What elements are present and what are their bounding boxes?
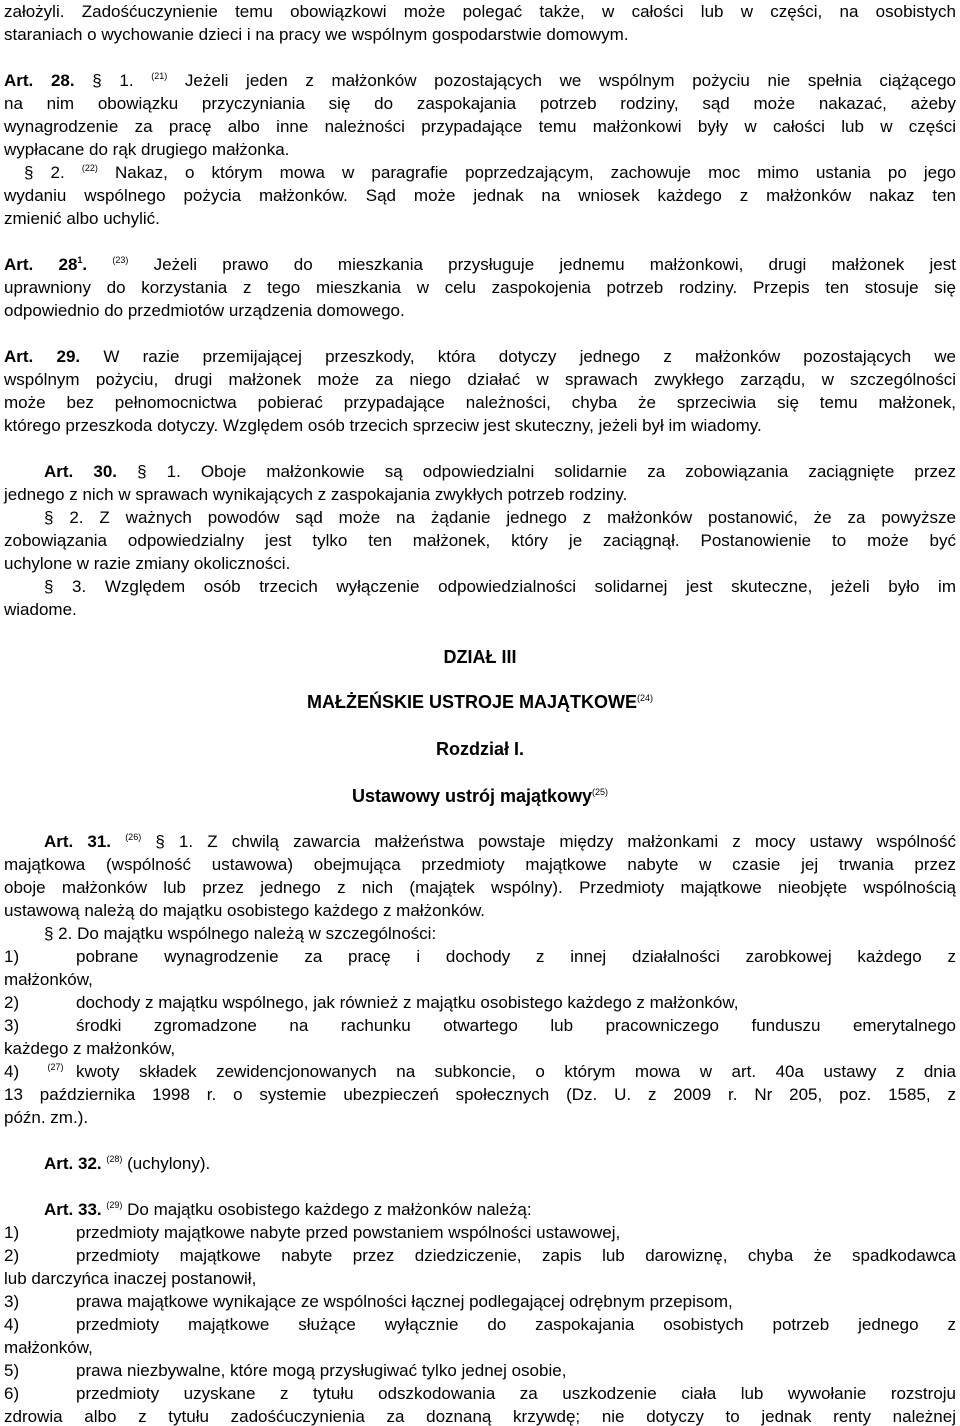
list-item: 4) $^{(27)}$ kwoty składek zewidencjonowanych na subkoncie, o którym mowa w art. 40a ustawy z dnia [4, 1062, 956, 1081]
text-line: wypłacane do rąk drugiego małżonka. [4, 140, 290, 159]
text-line [4, 1155, 956, 1172]
footnote-ref: (26) [125, 832, 142, 842]
text-span: Z chwilą zawarcia małżeństwa powstaje między małżonkami z mocy ustawy wspólność [207, 832, 957, 851]
list-item: 5) prawa niezbywalne, które mogą przysługiwać tylko jednej osobie, [4, 1361, 567, 1380]
text-line: założyli. Zadośćuczynienie temu obowiązkowi może polegać także, w całości lub w części, na osobistych [4, 2, 956, 21]
list-item: 3) środki zgromadzone na rachunku otwartego lub pracowniczego funduszu emerytalnego [4, 1016, 956, 1035]
text-line [4, 348, 956, 365]
text-line: małżonków, [4, 970, 93, 989]
text-line: zdrowia albo z tytułu zadośćuczynienia za doznaną krzywdę; nie dotyczy to jednak renty należnej [4, 1407, 956, 1426]
text-line: wydaniu wspólnego pożycia małżonków. Sąd może jednak na wniosek każdego z małżonków nakaz ten [4, 186, 956, 205]
paragraph-number: § 2. [44, 508, 84, 527]
article-number: Art. 32. [44, 1154, 102, 1173]
paragraph-number: § 2. [44, 924, 73, 943]
list-item: 2) przedmioty majątkowe nabyte przez dziedziczenie, zapis lub darowiznę, chyba że spadkodawca [4, 1246, 956, 1265]
text-line: późn. zm.). [4, 1108, 89, 1127]
text-line: wiadome. [4, 600, 77, 619]
text-line: każdego z małżonków, [4, 1039, 176, 1058]
text-line: ustawową należą do majątku osobistego każdego z małżonków. [4, 901, 486, 920]
text-line: może bez pełnomocnictwa pobierać przypadające należności, chyba że sprzeciwia się temu małżonek, [4, 393, 956, 412]
chapter-title: Ustawowy ustrój majątkowy$^{(25)}$ [351, 786, 609, 806]
list-item: 1) przedmioty majątkowe nabyte przed powstaniem wspólności ustawowej, [4, 1223, 621, 1242]
list-item: 1) pobrane wynagrodzenie za pracę i dochody z innej działalności zarobkowej każdego z [4, 947, 956, 966]
text-span: Jeżeli prawo do mieszkania przysługuje jednemu małżonkowi, drugi małżonek jest [153, 255, 956, 274]
footnote-ref: (25) [592, 787, 609, 797]
text-line: oboje małżonków lub przez jednego z nich (majątek wspólny). Przedmioty majątkowe nieobjęte wspólnością [4, 878, 956, 897]
footnote-ref: (28) [106, 1154, 123, 1164]
text-line: 13 października 1998 r. o systemie ubezpieczeń społecznych (Dz. U. z 2009 r. Nr 205, poz. 1585, z [4, 1085, 956, 1104]
text-line [4, 578, 956, 595]
list-item: 6) przedmioty uzyskane z tytułu odszkodowania za uszkodzenie ciała lub wywołanie rozstroju [4, 1384, 956, 1403]
text-span: Nakaz, o którym mowa w paragrafie poprzedzającym, zachowuje moc mimo ustania po jego [114, 163, 957, 182]
text-span: Do majątku osobistego każdego z małżonków należą: [127, 1200, 532, 1219]
text-span: Względem osób trzecich wyłączenie odpowiedzialności solidarnej jest skuteczne, jeżeli było im [104, 577, 956, 596]
text-line: uprawniony do korzystania z tego mieszkania w celu zaspokojenia potrzeb rodziny. Przepis ten stosuje się [4, 278, 956, 297]
article-number: Art. 29. [4, 347, 81, 366]
text-span: (uchylony). [127, 1154, 211, 1173]
text-line: na nim obowiązku przyczyniania się do zaspokajania potrzeb rodziny, sąd może nakazać, ażeby [4, 94, 956, 113]
text-line [4, 164, 956, 181]
text-line [4, 256, 956, 273]
text-line [4, 509, 956, 526]
text-line [4, 463, 956, 480]
paragraph-number: § 1. [137, 462, 181, 481]
text-line: odpowiednio do przedmiotów urządzenia domowego. [4, 301, 405, 320]
text-line: wynagrodzenie za pracę albo inne należności przypadające temu małżonkowi były w całości lub w części [4, 117, 956, 136]
text-line: zobowiązania odpowiedzialny jest tylko ten małżonek, który je zaciągnął. Postanowienie to może być [4, 531, 956, 550]
footnote-ref: (21) [151, 71, 168, 81]
footnote-ref: (22) [81, 163, 98, 173]
paragraph-number: § 3. [44, 577, 87, 596]
article-number: Art. 33. [44, 1200, 102, 1219]
text-span: Jeżeli jeden z małżonków pozostających we wspólnym pożyciu nie spełnia ciążącego [184, 71, 956, 90]
text-span: Oboje małżonkowie są odpowiedzialni solidarnie za zobowiązania zaciągnięte przez [200, 462, 956, 481]
text-span: Do majątku wspólnego należą w szczególności: [77, 924, 437, 943]
text-line: lub darczyńca inaczej postanowił, [4, 1269, 257, 1288]
list-item: 2) dochody z majątku wspólnego, jak również z majątku osobistego każdego z małżonków, [4, 993, 739, 1012]
text-line [4, 833, 956, 850]
text-line: jednego z nich w sprawach wynikających z zaspokajania zwykłych potrzeb rodziny. [4, 485, 628, 504]
text-line [4, 72, 956, 89]
article-number: Art. 31. [44, 832, 112, 851]
section-heading: DZIAŁ III [443, 647, 517, 667]
text-line: majątkowa (wspólność ustawowa) obejmująca przedmioty majątkowe nabyte w czasie jej trwania przez [4, 855, 956, 874]
section-heading: MAŁŻEŃSKIE USTROJE MAJĄTKOWE$^{(24)}$ [306, 692, 654, 712]
list-item: 4) przedmioty majątkowe służące wyłącznie do zaspokajania osobistych potrzeb jednego z [4, 1315, 956, 1334]
paragraph-number: § 2. [24, 163, 65, 182]
paragraph-number: § 1. [92, 71, 134, 90]
article-number: Art. 28. [4, 71, 75, 90]
footnote-ref: (27) [47, 1062, 64, 1072]
footnote-ref: (23) [112, 255, 129, 265]
text-span: Z ważnych powodów sąd może na żądanie jednego z małżonków postanowić, że za powyższe [99, 508, 956, 527]
text-line [4, 1201, 956, 1218]
chapter-heading: Rozdział I. [435, 739, 524, 759]
text-line: małżonków, [4, 1338, 93, 1357]
text-line: staraniach o wychowanie dzieci i na pracy we wspólnym gospodarstwie domowym. [4, 25, 629, 44]
list-item: 3) prawa majątkowe wynikające ze wspólności łącznej podlegającej odrębnym przepisom, [4, 1292, 733, 1311]
article-number: Art. $28^1$. [4, 255, 88, 274]
footnote-ref: (24) [637, 693, 654, 703]
text-line: uchylone w razie zmiany okoliczności. [4, 554, 291, 573]
article-number: Art. 30. [44, 462, 117, 481]
text-line [4, 925, 956, 942]
text-line: zmienić albo uchylić. [4, 209, 160, 228]
text-span: W razie przemijającej przeszkody, która dotyczy jednego z małżonków pozostających we [103, 347, 956, 366]
footnote-ref: (29) [106, 1200, 123, 1210]
text-line: którego przeszkoda dotyczy. Względem osób trzecich sprzeciw jest skuteczny, jeżeli był im wiadomy. [4, 416, 762, 435]
text-line: wspólnym pożyciu, drugi małżonek może za niego działać w sprawach zwykłego zarządu, w szczególności [4, 370, 956, 389]
paragraph-number: § 1. [155, 832, 194, 851]
